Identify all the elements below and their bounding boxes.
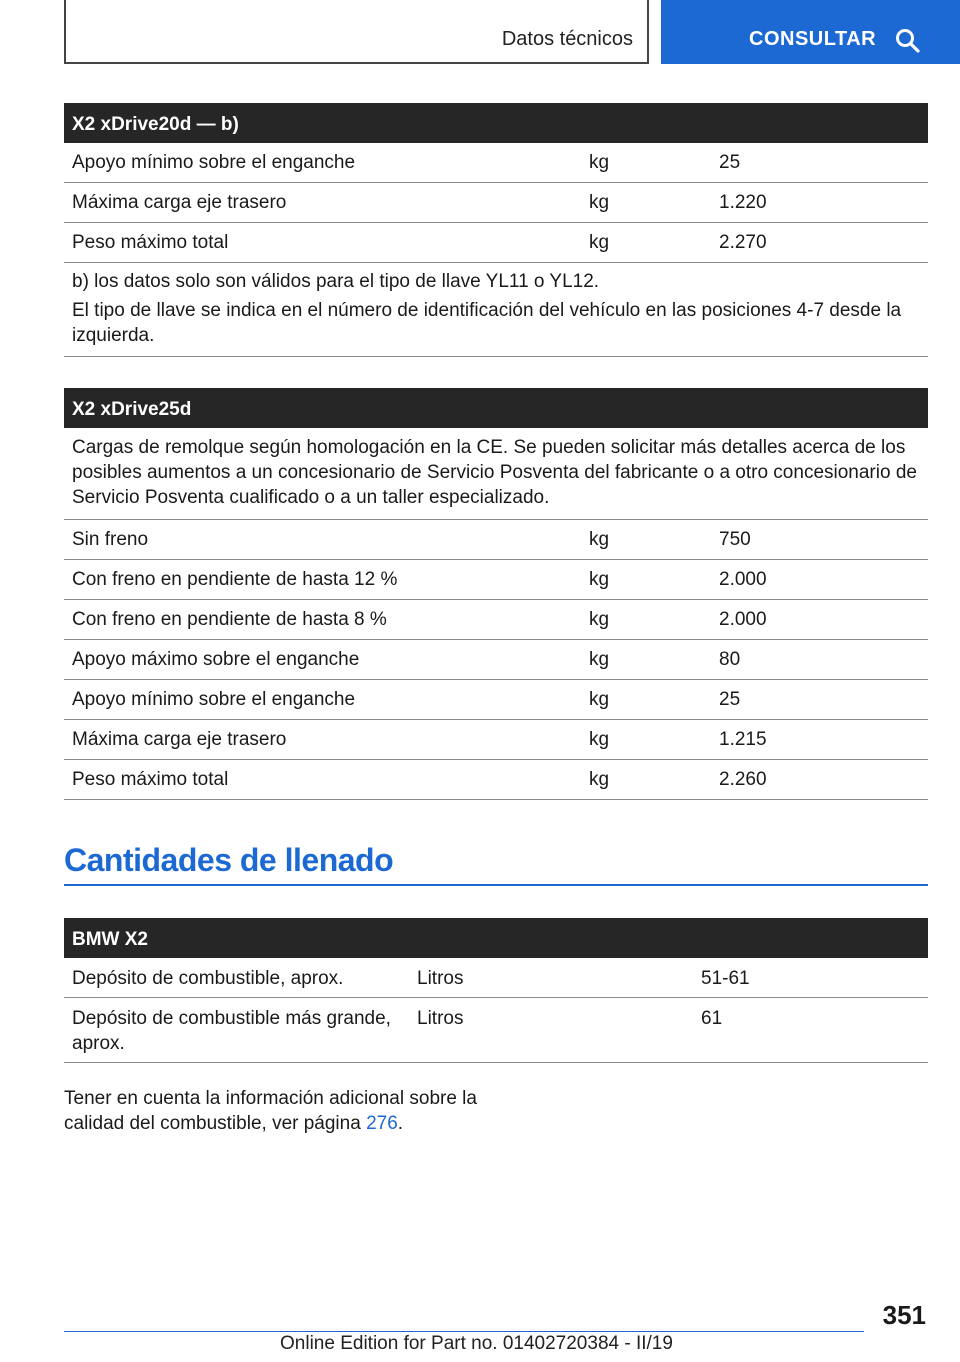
section-heading xyxy=(64,838,928,886)
row-unit: kg xyxy=(589,729,610,750)
row-unit: kg xyxy=(589,609,610,630)
row-unit: kg xyxy=(589,569,610,590)
table-row xyxy=(64,560,928,600)
table-row xyxy=(64,760,928,800)
search-icon xyxy=(895,28,921,54)
row-unit: kg xyxy=(589,192,610,213)
footer-rule xyxy=(64,1331,864,1332)
footnote-key-type: El tipo de llave se indica en el número de identificación del vehículo en las posiciones 4-7 desde la izquierda. xyxy=(72,300,902,346)
row-unit: kg xyxy=(589,529,610,550)
header-section-box xyxy=(64,0,649,64)
row-label: Máxima carga eje trasero xyxy=(72,192,287,213)
table-intro xyxy=(64,428,928,520)
row-value: 1.220 xyxy=(719,192,767,213)
row-value: 51-61 xyxy=(701,968,750,989)
paragraph-text: Tener en cuenta la información adicional sobre la calidad del combustible, ver página xyxy=(64,1088,477,1134)
table-bmw-x2-fill xyxy=(64,918,928,1063)
row-value: 61 xyxy=(701,1008,723,1029)
table-row xyxy=(64,183,928,223)
fuel-info-paragraph xyxy=(64,1086,504,1136)
row-label: Máxima carga eje trasero xyxy=(72,729,287,750)
table-row xyxy=(64,720,928,760)
row-label: Apoyo mínimo sobre el enganche xyxy=(72,689,356,710)
table-title: X2 xDrive20d — b) xyxy=(64,103,928,143)
row-value: 2.260 xyxy=(719,769,767,790)
row-value: 80 xyxy=(719,649,741,670)
row-label: Con freno en pendiente de hasta 12 % xyxy=(72,569,398,590)
table-row xyxy=(64,998,928,1063)
page-number: 351 xyxy=(882,1300,926,1330)
row-unit: kg xyxy=(589,649,610,670)
row-unit: kg xyxy=(589,769,610,790)
table-row xyxy=(64,143,928,183)
page-link[interactable]: 276 xyxy=(366,1113,398,1134)
table-title: X2 xDrive25d xyxy=(64,388,928,428)
row-unit: kg xyxy=(589,152,610,173)
row-value: 1.215 xyxy=(719,729,767,750)
table-row xyxy=(64,223,928,263)
table-row xyxy=(64,958,928,998)
table-row xyxy=(64,600,928,640)
row-label: Peso máximo total xyxy=(72,232,229,253)
row-value: 25 xyxy=(719,152,741,173)
table-title: BMW X2 xyxy=(64,918,928,958)
row-unit: kg xyxy=(589,232,610,253)
row-label: Depósito de combustible, aprox. xyxy=(72,968,344,989)
row-value: 25 xyxy=(719,689,741,710)
row-value: 2.270 xyxy=(719,232,767,253)
row-unit: Litros xyxy=(417,1008,464,1029)
row-value: 2.000 xyxy=(719,569,767,590)
paragraph-end: . xyxy=(397,1113,404,1134)
row-unit: Litros xyxy=(417,968,464,989)
footnote-b: b) los datos solo son válidos para el tipo de llave YL11 o YL12. xyxy=(72,271,600,292)
consult-button[interactable] xyxy=(661,0,960,64)
row-label: Apoyo mínimo sobre el enganche xyxy=(72,152,356,173)
row-label: Peso máximo total xyxy=(72,769,229,790)
intro-text: Cargas de remolque según homologación en la CE. Se pueden solicitar más detalles acerca de los posibles aumentos a un concesionario de Servicio Posventa del fabricante o a otro concesionario de Servicio Posventa cualificado o a un taller especializado. xyxy=(72,437,917,508)
table-row xyxy=(64,640,928,680)
row-unit: kg xyxy=(589,689,610,710)
row-label: Con freno en pendiente de hasta 8 % xyxy=(72,609,387,630)
row-label: Depósito de combustible más grande, aprox. xyxy=(72,1008,391,1054)
table-row xyxy=(64,520,928,560)
row-label: Apoyo máximo sobre el enganche xyxy=(72,649,360,670)
table-x2-xdrive25d xyxy=(64,388,928,800)
row-value: 750 xyxy=(719,529,751,550)
footer-edition: Online Edition for Part no. 01402720384 - II/19 xyxy=(280,1333,673,1354)
consult-label: CONSULTAR xyxy=(749,28,877,50)
table-x2-xdrive20d xyxy=(64,103,928,357)
section-heading-text: Cantidades de llenado xyxy=(64,842,394,878)
table-footnote xyxy=(64,263,928,357)
table-row xyxy=(64,680,928,720)
row-label: Sin freno xyxy=(72,529,149,550)
row-value: 2.000 xyxy=(719,609,767,630)
section-title: Datos técnicos xyxy=(501,28,633,50)
